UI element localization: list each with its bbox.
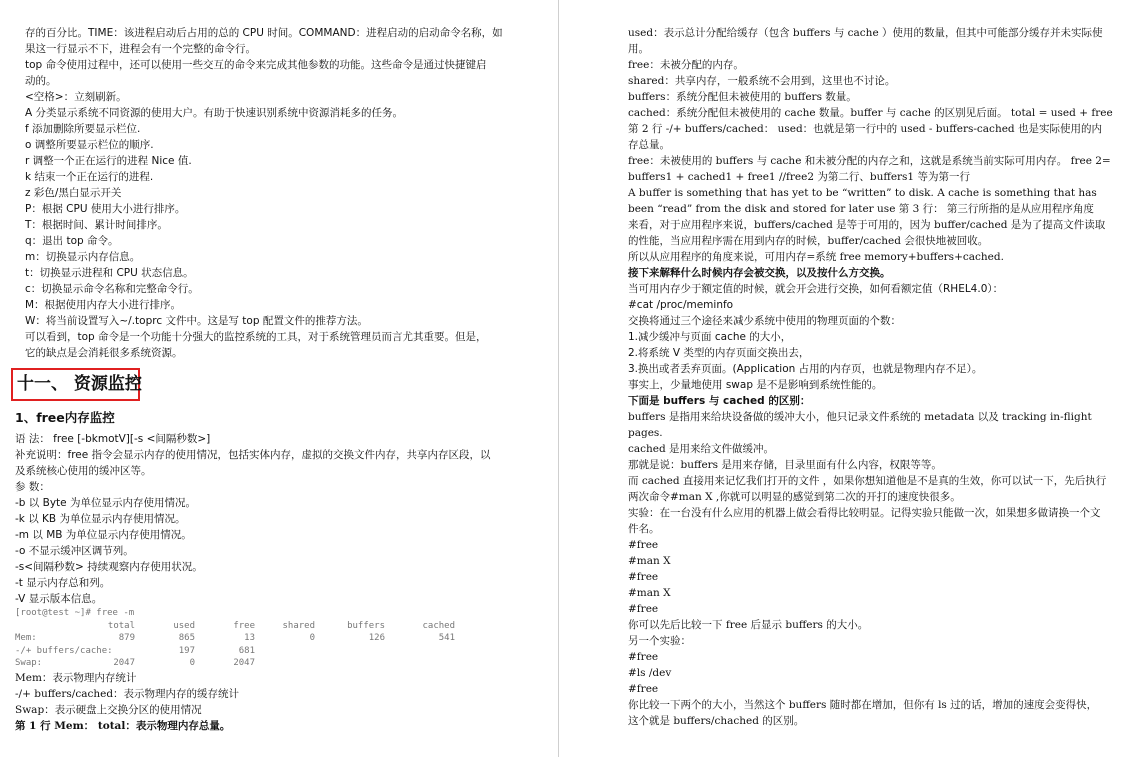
text-line: 而 cached 直接用来记忆我们打开的文件 ，如果你想知道他是不是真的生效，你可以试一下，先后执行 <box>628 475 1107 487</box>
page-divider <box>558 0 559 757</box>
cell-value: 2047 <box>113 658 135 669</box>
text-line: A buffer is something that has yet to be “written” to disk. A cache is something that has <box>628 187 1097 199</box>
column-header: free <box>233 620 255 631</box>
text-line: P：根据 CPU 使用大小进行排序。 <box>25 203 186 215</box>
free-explanations <box>15 670 515 718</box>
text-line: Mem：表示物理内存统计 <box>15 671 137 684</box>
column-header: total <box>107 620 135 631</box>
text-line: shared：共享内存，一般系统不会用到，这里也不讨论。 <box>628 75 896 87</box>
text-line: -k 以 KB 为单位显示内存使用情况。 <box>15 513 186 525</box>
text-line: 接下来解释什么时候内存会被交换，以及按什么方交换。 <box>628 267 891 279</box>
text-line: -V 显示版本信息。 <box>15 593 103 605</box>
cell-value: 0 <box>309 633 315 644</box>
text-line: f 添加删除所要显示栏位. <box>25 123 141 135</box>
text-line: pages. <box>628 427 663 439</box>
text-line: -b 以 Byte 为单位显示内存使用情况。 <box>15 497 196 509</box>
text-line: k 结束一个正在运行的进程. <box>25 171 154 183</box>
cell-value: 0 <box>189 658 195 669</box>
text-line: 第 2 行 -/+ buffers/cached： used：也就是第一行中的 used - buffers-cached 也是实际使用的内 <box>628 123 1102 135</box>
cell-value: 2047 <box>233 658 255 669</box>
text-line: t：切换显示进程和 CPU 状态信息。 <box>25 267 194 279</box>
text-line: #ls /dev <box>628 667 672 679</box>
column-header: shared <box>282 620 315 631</box>
cell-value: 541 <box>438 633 455 644</box>
text-line: cached：系统分配但未被使用的 cache 数量。buffer 与 cache 的区别见后面。 total = used + free <box>628 107 1113 119</box>
terminal-header-row <box>15 620 515 633</box>
text-line: #free <box>628 683 659 695</box>
subheading: 1、free内存监控 <box>15 410 115 425</box>
text-line: 语 法： free [-bkmotV][-s <间隔秒数>] <box>15 433 211 445</box>
text-line: -m 以 MB 为单位显示内存使用情况。 <box>15 529 192 541</box>
text-line: 件名。 <box>628 523 660 535</box>
text-line: #free <box>628 651 659 663</box>
text-line: free：未被使用的 buffers 与 cache 和未被分配的内存之和，这就是系统当前实际可用内存。 free 2= <box>628 155 1111 167</box>
text-line: M：根据使用内存大小进行排序。 <box>25 299 182 311</box>
text-line: o 调整所要显示栏位的顺序. <box>25 139 154 151</box>
text-line: -o 不显示缓冲区调节列。 <box>15 545 134 557</box>
row-label: Mem: <box>15 633 37 644</box>
text-line: 2.将系统 V 类型的内存页面交换出去， <box>628 347 810 359</box>
column-header: used <box>173 620 195 631</box>
cell-value: 681 <box>238 645 255 656</box>
text-line: T：根据时间、累计时间排序。 <box>25 219 168 231</box>
cell-value: 879 <box>118 633 135 644</box>
text-line: r 调整一个正在运行的进程 Nice 值. <box>25 155 192 167</box>
top-command-text <box>25 25 525 361</box>
text-line: 的性能，当应用程序需在用到内存的时候，buffer/cached 会很快地被回收。 <box>628 235 989 247</box>
text-line: been “read” from the disk and stored for later use 第 3 行： 第三行所指的是从应用程序角度 <box>628 203 1094 215</box>
text-line: 两次命令#man X ,你就可以明显的感觉到第二次的开打的速度快很多。 <box>628 491 961 503</box>
text-line: 动的。 <box>25 75 57 87</box>
text-line: 及系统核心使用的缓冲区等。 <box>15 465 152 477</box>
text-line: #cat /proc/meminfo <box>628 299 734 311</box>
text-line: #free <box>628 539 659 551</box>
free-params <box>15 431 515 607</box>
text-line: cached 是用来给文件做缓冲。 <box>628 443 775 455</box>
text-line: 用。 <box>628 43 649 55</box>
text-line: 存总量。 <box>628 139 670 151</box>
text-line: 它的缺点是会消耗很多系统资源。 <box>25 347 183 359</box>
text-line: 参 数： <box>15 481 50 493</box>
text-line: z 彩色/黑白显示开关 <box>25 187 122 199</box>
text-line: q：退出 top 命令。 <box>25 235 119 247</box>
column-header: buffers <box>347 620 385 631</box>
text-line: 可以看到，top 命令是一个功能十分强大的监控系统的工具，对于系统管理员而言尤其重要。但是， <box>25 331 487 343</box>
text-line: 你可以先后比较一下 free 后显示 buffers 的大小。 <box>628 619 869 631</box>
text-line: <空格>：立刻刷新。 <box>25 91 127 103</box>
text-line: 下面是 buffers 与 cached 的区别： <box>628 395 811 407</box>
text-line: 实验：在一台没有什么应用的机器上做会看得比较明显。记得实验只能做一次，如果想多做请换一个文 <box>628 507 1101 519</box>
row-label: -/+ buffers/cache: <box>15 645 113 656</box>
terminal-prompt: [root@test ~]# free -m <box>15 608 135 618</box>
text-line: #man X <box>628 555 671 567</box>
terminal-row <box>15 645 515 658</box>
text-line: #free <box>628 571 659 583</box>
column-header: cached <box>422 620 455 631</box>
text-line: 那就是说：buffers 是用来存储，目录里面有什么内容，权限等等。 <box>628 459 942 471</box>
text-line: 你比较一下两个的大小，当然这个 buffers 随时都在增加，但你有 ls 过的话，增加的速度会变得快， <box>628 699 1098 711</box>
text-line: 3.换出或者丢弃页面。(Application 占用的内存页，也就是物理内存不足）。 <box>628 363 983 375</box>
text-line: W：将当前设置写入~/.toprc 文件中。这是写 top 配置文件的推荐方法。 <box>25 315 368 327</box>
text-line: -t 显示内存总和列。 <box>15 577 111 589</box>
cell-value: 126 <box>368 633 385 644</box>
text-line: A 分类显示系统不同资源的使用大户。有助于快速识别系统中资源消耗多的任务。 <box>25 107 404 119</box>
text-line: 当可用内存少于额定值的时候，就会开会进行交换，如何看额定值（RHEL4.0）： <box>628 283 1004 295</box>
text-line: 1.减少缓冲与页面 cache 的大小， <box>628 331 792 343</box>
row-label: Swap: <box>15 658 43 669</box>
text-line: #free <box>628 603 659 615</box>
bold-line: 第 1 行 Mem： total：表示物理内存总量。 <box>15 719 231 732</box>
terminal-row <box>15 632 515 645</box>
text-line: buffers1 + cached1 + free1 //free2 为第二行、buffers1 等为第一行 <box>628 171 970 183</box>
text-line: #man X <box>628 587 671 599</box>
text-line: used：表示总计分配给缓存（包含 buffers 与 cache ）使用的数量，但其中可能部分缓存并未实际使 <box>628 27 1103 39</box>
right-page <box>628 25 1118 729</box>
text-line: 所以从应用程序的角度来说，可用内存=系统 free memory+buffers+cached. <box>628 251 1004 263</box>
text-line: buffers 是指用来给块设备做的缓冲大小，他只记录文件系统的 metadata 以及 tracking in-flight <box>628 411 1092 423</box>
text-line: m：切换显示内存信息。 <box>25 251 141 263</box>
text-line: 补充说明：free 指令会显示内存的使用情况，包括实体内存，虚拟的交换文件内存，共享内存区段，以 <box>15 449 491 461</box>
text-line: Swap：表示硬盘上交换分区的使用情况 <box>15 703 202 716</box>
left-page <box>15 25 525 734</box>
text-line: -s<间隔秒数> 持续观察内存使用状况。 <box>15 561 203 573</box>
text-line: 存的百分比。TIME：该进程启动后占用的总的 CPU 时间。COMMAND：进程启动的启动命令名称，如 <box>25 27 503 39</box>
text-line: 另一个实验： <box>628 635 691 647</box>
text-line: 这个就是 buffers/chached 的区别。 <box>628 715 805 727</box>
cell-value: 197 <box>178 645 195 656</box>
cell-value: 865 <box>178 633 195 644</box>
terminal-row <box>15 657 515 670</box>
text-line: 交换将通过三个途径来减少系统中使用的物理页面的个数： <box>628 315 901 327</box>
terminal-output <box>15 607 515 670</box>
cell-value: 13 <box>244 633 255 644</box>
text-line: 来看，对于应用程序来说，buffers/cached 是等于可用的，因为 buffer/cached 是为了提高文件读取 <box>628 219 1106 231</box>
text-line: c：切换显示命令名称和完整命令行。 <box>25 283 199 295</box>
text-line: 果这一行显示不下，进程会有一个完整的命令行。 <box>25 43 256 55</box>
text-line: -/+ buffers/cached：表示物理内存的缓存统计 <box>15 687 240 700</box>
text-line: top 命令使用过程中，还可以使用一些交互的命令来完成其他参数的功能。这些命令是通过快捷键启 <box>25 59 487 71</box>
text-line: 事实上，少量地使用 swap 是不是影响到系统性能的。 <box>628 379 883 391</box>
section-heading: 十一、 资源监控 <box>11 368 140 401</box>
text-line: free：未被分配的内存。 <box>628 59 744 71</box>
text-line: buffers：系统分配但未被使用的 buffers 数量。 <box>628 91 857 103</box>
